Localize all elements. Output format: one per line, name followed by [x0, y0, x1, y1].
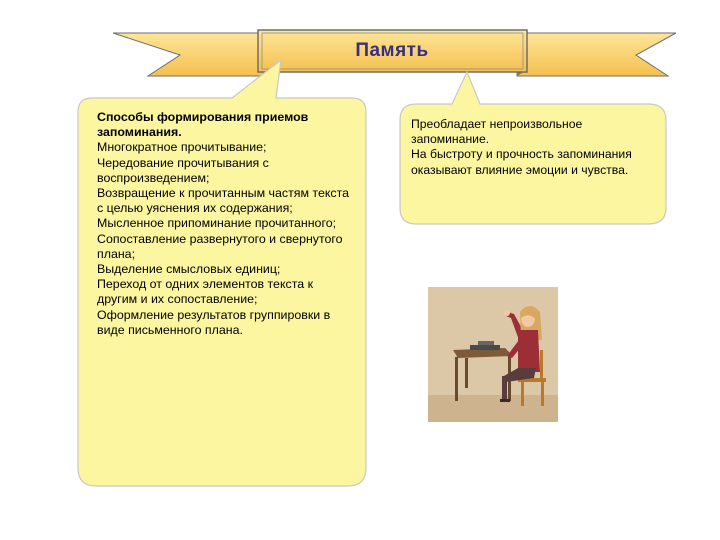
banner-right-tail: [517, 33, 676, 76]
left-callout-heading: Способы формирования приемов запоминания.: [97, 110, 309, 140]
right-callout-text: Преобладает непроизвольное запоминание. На быстроту и прочность запоминания оказывают влияние эмоции и чувства.: [411, 117, 632, 177]
page-title: Память: [355, 40, 429, 61]
banner-left-tail: [113, 33, 268, 76]
girl-at-desk-illustration: [428, 287, 558, 422]
left-callout-text: [97, 110, 355, 338]
left-callout-body: Многократное прочитывание; Чередование прочитывания с воспроизведением; Возвращение к прочитанным частям текста с целью уяснения их содержания; Мысленное припоминание прочитанного; Сопоставление развернутого и свернутого плана; Выделение смысловых единиц; Переход от одних элементов текста к другим и их сопоставление; Оформление результатов группировки в виде письменного плана.: [97, 140, 350, 337]
